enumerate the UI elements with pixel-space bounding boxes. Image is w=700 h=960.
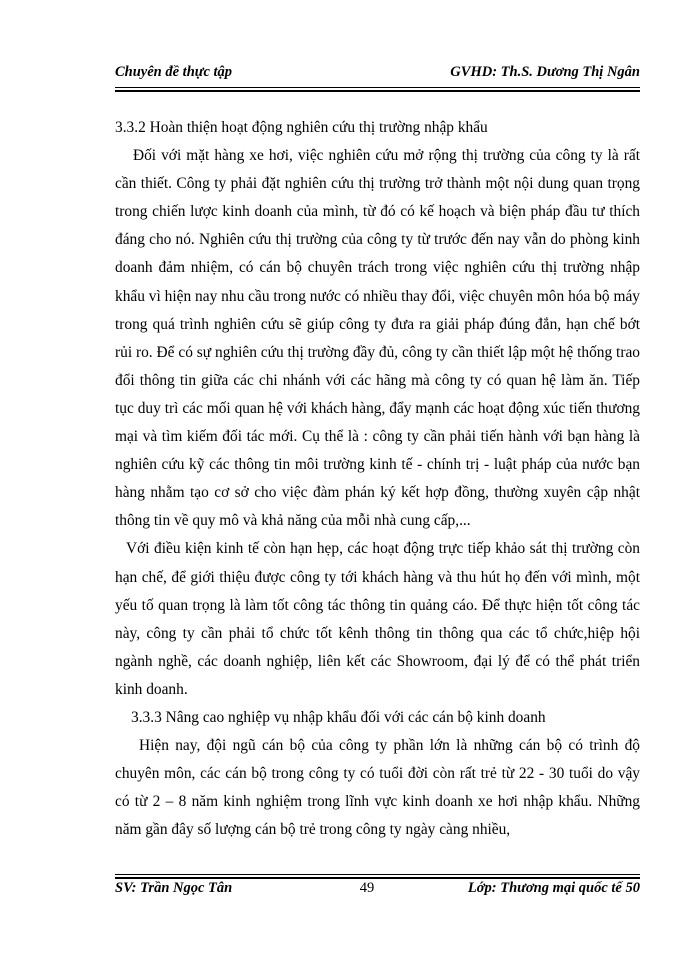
header-supervisor: GVHD: Th.S. Dương Thị Ngân [450,64,640,80]
page-number: 49 [359,880,375,896]
section-heading-3-3-3: 3.3.3 Nâng cao nghiệp vụ nhập khẩu đối với các cán bộ kinh doanh [131,708,546,726]
paragraph-staff: Hiện nay, đội ngũ cán bộ của công ty phần lớn là những cán bộ có trình độ chuyên môn, các cán bộ trong công ty có tuổi đời còn rất trẻ từ 22 - 30 tuổi do vậy có từ 2 – 8 năm kinh nghiệm trong lĩnh vực kinh doanh xe hơi nhập khẩu. Những năm gần đây số lượng cán bộ trẻ trong công ty ngày càng nhiều, [115,737,640,839]
footer-class: Lớp: Thương mại quốc tế 50 [467,880,640,896]
header-document-type: Chuyên đề thực tập [115,64,233,80]
footer-student: SV: Trần Ngọc Tân [115,880,233,896]
page-footer [115,880,640,900]
paragraph-advertising: Với điều kiện kinh tế còn hạn hẹp, các hoạt động trực tiếp khảo sát thị trường còn hạn chế, để giới thiệu được công ty tới khách hàng và thu hút họ đến với mình, một yếu tố quan trọng là làm tốt công tác thông tin quảng cáo. Để thực hiện tốt công tác này, công ty cần phải tổ chức tốt kênh thông tin thông qua các tổ chức,hiệp hội ngành nghề, các doanh nghiệp, liên kết các Showroom, đại lý để có thể phát triển kinh doanh. [115,540,640,698]
header-rule-thin [115,87,640,88]
header-rule-thick [115,90,640,92]
footer-rule-thin [115,874,640,875]
footer-rule-thick [115,877,640,879]
page-header [115,64,640,81]
paragraph-market-research: Đối với mặt hàng xe hơi, việc nghiên cứu mở rộng thị trường của công ty là rất cần thiết. Công ty phải đặt nghiên cứu thị trường trở thành một nội dung quan trọng trong chiến lược kinh doanh của mình, từ đó có kế hoạch và biện pháp đầu tư thích đáng cho nó. Nghiên cứu thị trường của công ty từ trước đến nay vẫn do phòng kinh doanh đảm nhiệm, có cán bộ chuyên trách trong việc nghiên cứu thị trường nhập khẩu vì hiện nay nhu cầu trong nước có nhiều thay đổi, việc chuyên môn hóa bộ máy trong quá trình nghiên cứu sẽ giúp công ty đưa ra giải pháp đúng đắn, hạn chế bớt rủi ro. Để có sự nghiên cứu thị trường đầy đủ, công ty cần thiết lập một hệ thống trao đổi thông tin giữa các chi nhánh với các hãng mà công ty có quan hệ làm ăn. Tiếp tục duy trì các mối quan hệ với khách hàng, đẩy mạnh các hoạt động xúc tiến thương mại và tìm kiếm đối tác mới. Cụ thể là : công ty cần phải tiến hành với bạn hàng là nghiên cứu kỹ các thông tin môi trường kinh tế - chính trị - luật pháp của nước bạn hàng nhằm tạo cơ sở cho việc đàm phán ký kết hợp đồng, thường xuyên cập nhật thông tin về quy mô và khả năng của mỗi nhà cung cấp,... [115,147,640,530]
section-heading-3-3-2: 3.3.2 Hoàn thiện hoạt động nghiên cứu thị trường nhập khẩu [115,119,488,136]
page-body [115,114,640,844]
